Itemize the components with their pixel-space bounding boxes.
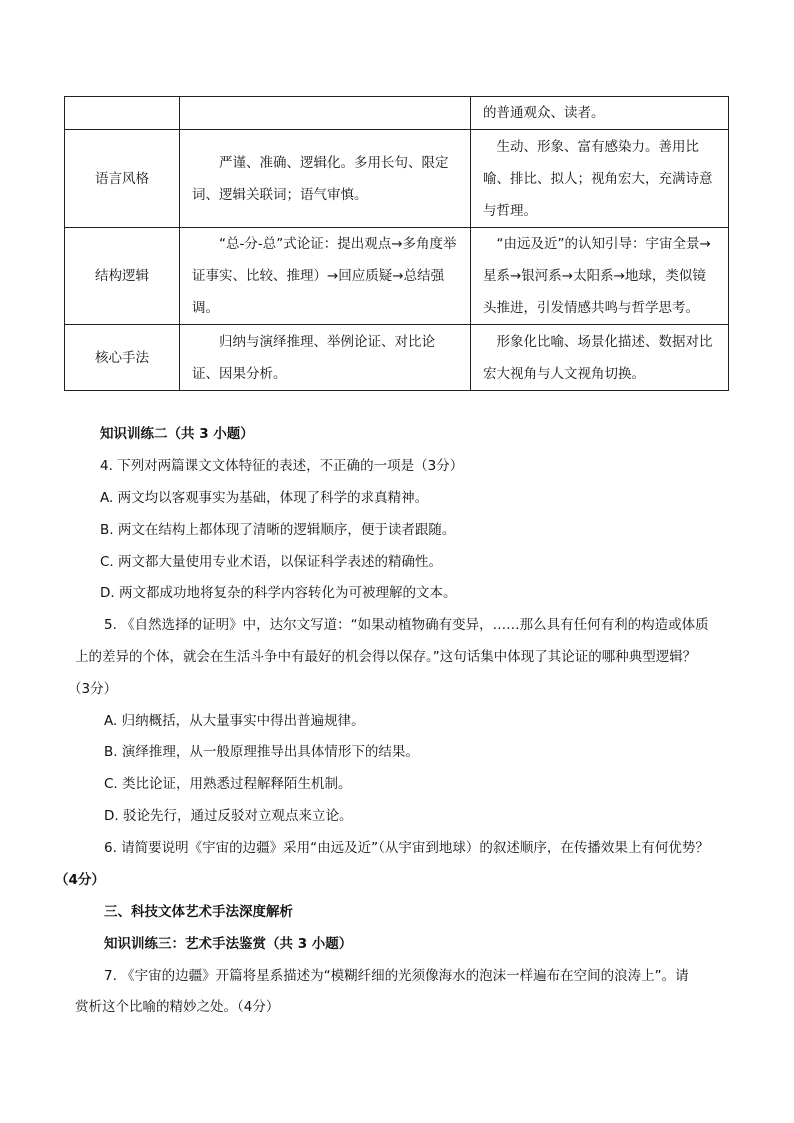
question-5-line2: 上的差异的个体，就会在生活斗争中有最好的机会得以保存。”这句话集中体现了其论证的哪种典型逻辑？ [75, 649, 697, 665]
row-label: 语言风格 [65, 130, 180, 228]
table-cell-left: “总-分-总”式论证：提出观点→多角度举证事实、比较、推理）→回应质疑→总结强调。 [180, 228, 471, 325]
row-label: 结构逻辑 [65, 228, 180, 325]
option-5a: A. 归纳概括，从大量事实中得出普遍规律。 [104, 713, 365, 729]
row-label [65, 97, 180, 130]
option-5d: D. 驳论先行，通过反驳对立观点来立论。 [104, 808, 353, 824]
question-6: 6. 请简要说明《宇宙的边疆》采用“由远及近”（从宇宙到地球）的叙述顺序，在传播效果上有何优势？ [104, 840, 709, 856]
table-row [65, 130, 729, 228]
table-cell-right: 的普通观众、读者。 [471, 97, 729, 130]
table-row [65, 325, 729, 391]
subsection-heading: 知识训练三：艺术手法鉴赏（共 3 小题） [104, 936, 353, 952]
row-label: 核心手法 [65, 325, 180, 391]
option-4a: A. 两文均以客观事实为基础，体现了科学的求真精神。 [100, 490, 429, 506]
table-cell-right: “由远及近”的认知引导：宇宙全景→星系→银河系→太阳系→地球，类似镜头推进，引发情感共鸣与哲学思考。 [471, 228, 729, 325]
option-4b: B. 两文在结构上都体现了清晰的逻辑顺序，便于读者跟随。 [100, 522, 456, 538]
table-cell-left [180, 97, 471, 130]
option-4c: C. 两文都大量使用专业术语，以保证科学表述的精确性。 [100, 554, 443, 570]
question-7-line2: 赏析这个比喻的精妙之处。（4分） [75, 999, 280, 1015]
table-row [65, 228, 729, 325]
question-6-score: （4分） [55, 872, 105, 888]
table-cell-right: 生动、形象、富有感染力。善用比喻、排比、拟人；视角宏大，充满诗意与哲理。 [471, 130, 729, 228]
option-4d: D. 两文都成功地将复杂的科学内容转化为可被理解的文本。 [100, 585, 457, 601]
section-heading: 知识训练二（共 3 小题） [100, 426, 254, 442]
question-5: 5. 《自然选择的证明》中，达尔文写道：“如果动植物确有变异，……那么具有任何有利的构造或体质 [104, 617, 709, 633]
table-cell-left: 归纳与演绎推理、举例论证、对比论证、因果分析。 [180, 325, 471, 391]
table-row [65, 97, 729, 130]
question-4: 4. 下列对两篇课文文体特征的表述，不正确的一项是（3分） [100, 458, 464, 474]
option-5c: C. 类比论证，用熟悉过程解释陌生机制。 [104, 776, 352, 792]
table-cell-left: 严谨、准确、逻辑化。多用长句、限定词、逻辑关联词；语气审慎。 [180, 130, 471, 228]
question-5-score: （3分） [68, 681, 118, 697]
comparison-table [64, 96, 729, 391]
table-cell-right: 形象化比喻、场景化描述、数据对比宏大视角与人文视角切换。 [471, 325, 729, 391]
section-heading: 三、科技文体艺术手法深度解析 [104, 904, 293, 920]
question-7: 7. 《宇宙的边疆》开篇将星系描述为“模糊纤细的光须像海水的泡沫一样遍布在空间的浪涛上”。请 [104, 968, 689, 984]
option-5b: B. 演绎推理，从一般原理推导出具体情形下的结果。 [104, 744, 419, 760]
